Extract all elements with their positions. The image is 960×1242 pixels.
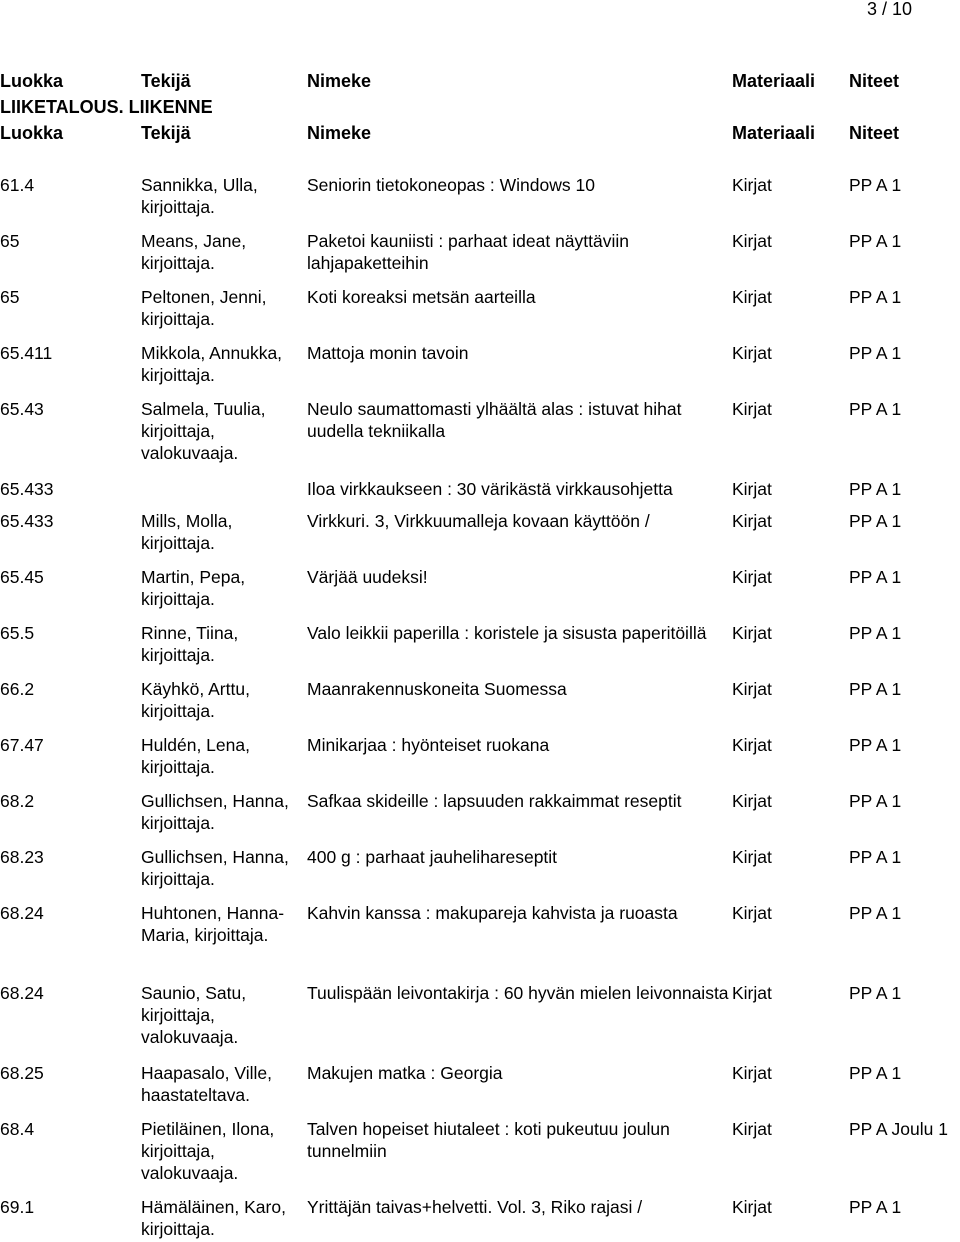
- item-location: PP A 1: [849, 343, 902, 363]
- item-material: Kirjat: [732, 479, 772, 499]
- item-title: Seniorin tietokoneopas : Windows 10: [307, 175, 595, 195]
- item-title: Safkaa skideille : lapsuuden rakkaimmat reseptit: [307, 791, 682, 811]
- item-material: Kirjat: [732, 847, 772, 867]
- item-material: Kirjat: [732, 1119, 772, 1139]
- item-class: 68.4: [0, 1119, 35, 1139]
- item-location: PP A Joulu 1: [849, 1119, 948, 1139]
- item-material: Kirjat: [732, 175, 772, 195]
- item-material: Kirjat: [732, 983, 772, 1003]
- item-material: Kirjat: [732, 287, 772, 307]
- item-author: Peltonen, Jenni, kirjoittaja.: [141, 287, 267, 329]
- item-class: 65.45: [0, 567, 44, 587]
- item-class: 68.2: [0, 791, 35, 811]
- item-material: Kirjat: [732, 1197, 772, 1217]
- item-author: Haapasalo, Ville, haastateltava.: [141, 1063, 273, 1105]
- item-location: PP A 1: [849, 511, 902, 531]
- header-material: Materiaali: [732, 123, 816, 143]
- item-title: Valo leikkii paperilla : koristele ja sisusta paperitöillä: [307, 623, 707, 643]
- item-author: Salmela, Tuulia, kirjoittaja, valokuvaaja.: [141, 399, 266, 463]
- header-title: Nimeke: [307, 71, 372, 91]
- item-class: 65: [0, 287, 20, 307]
- item-title: Tuulispään leivontakirja : 60 hyvän mielen leivonnaista: [307, 983, 729, 1003]
- item-material: Kirjat: [732, 511, 772, 531]
- item-title: Virkkuri. 3, Virkkuumalleja kovaan käyttöön /: [307, 511, 650, 531]
- item-location: PP A 1: [849, 735, 902, 755]
- item-material: Kirjat: [732, 231, 772, 251]
- item-author: Huhtonen, Hanna-Maria, kirjoittaja.: [141, 903, 285, 945]
- item-location: PP A 1: [849, 231, 902, 251]
- item-class: 65.433: [0, 511, 54, 531]
- header-author: Tekijä: [141, 71, 191, 91]
- item-title: Iloa virkkaukseen : 30 värikästä virkkausohjetta: [307, 479, 673, 499]
- item-location: PP A 1: [849, 175, 902, 195]
- item-author: Gullichsen, Hanna, kirjoittaja.: [141, 791, 289, 833]
- item-material: Kirjat: [732, 567, 772, 587]
- item-author: Means, Jane, kirjoittaja.: [141, 231, 247, 273]
- item-class: 65.411: [0, 343, 53, 363]
- item-author: Hämäläinen, Karo, kirjoittaja.: [141, 1197, 286, 1239]
- item-class: 67.47: [0, 735, 44, 755]
- header-location: Niteet: [849, 71, 900, 91]
- item-material: Kirjat: [732, 735, 772, 755]
- item-material: Kirjat: [732, 343, 772, 363]
- item-author: Mills, Molla, kirjoittaja.: [141, 511, 233, 553]
- item-title: Makujen matka : Georgia: [307, 1063, 503, 1083]
- column-header: [0, 122, 960, 146]
- item-title: Koti koreaksi metsän aarteilla: [307, 287, 536, 307]
- column-header-top: [0, 70, 960, 94]
- item-material: Kirjat: [732, 903, 772, 923]
- item-class: 68.24: [0, 903, 44, 923]
- item-title: Yrittäjän taivas+helvetti. Vol. 3, Riko rajasi /: [307, 1197, 643, 1217]
- item-author: Käyhkö, Arttu, kirjoittaja.: [141, 679, 250, 721]
- item-location: PP A 1: [849, 399, 902, 419]
- item-class: 61.4: [0, 175, 35, 195]
- item-class: 65.5: [0, 623, 35, 643]
- section-title: LIIKETALOUS. LIIKENNE: [0, 97, 213, 117]
- item-class: 65.433: [0, 479, 54, 499]
- item-location: PP A 1: [849, 903, 902, 923]
- item-material: Kirjat: [732, 399, 772, 419]
- item-title: 400 g : parhaat jauhelihareseptit: [307, 847, 558, 867]
- item-class: 68.24: [0, 983, 44, 1003]
- header-location: Niteet: [849, 123, 900, 143]
- item-location: PP A 1: [849, 1063, 902, 1083]
- item-author: Huldén, Lena, kirjoittaja.: [141, 735, 250, 777]
- page-indicator: 3 / 10: [866, 0, 912, 19]
- item-class: 66.2: [0, 679, 35, 699]
- header-title: Nimeke: [307, 123, 372, 143]
- header-class: Luokka: [0, 71, 64, 91]
- item-material: Kirjat: [732, 623, 772, 643]
- item-author: Martin, Pepa, kirjoittaja.: [141, 567, 246, 609]
- item-title: Mattoja monin tavoin: [307, 343, 469, 363]
- item-class: 65.43: [0, 399, 44, 419]
- item-class: 68.25: [0, 1063, 44, 1083]
- item-author: Mikkola, Annukka, kirjoittaja.: [141, 343, 283, 385]
- item-author: Gullichsen, Hanna, kirjoittaja.: [141, 847, 289, 889]
- header-material: Materiaali: [732, 71, 816, 91]
- header-class: Luokka: [0, 123, 64, 143]
- item-class: 69.1: [0, 1197, 35, 1217]
- item-class: 68.23: [0, 847, 44, 867]
- item-title: Neulo saumattomasti ylhäältä alas : istuvat hihat uudella tekniikalla: [307, 399, 682, 441]
- item-title: Minikarjaa : hyönteiset ruokana: [307, 735, 550, 755]
- item-location: PP A 1: [849, 623, 902, 643]
- item-title: Kahvin kanssa : makupareja kahvista ja ruoasta: [307, 903, 678, 923]
- item-author: Saunio, Satu, kirjoittaja, valokuvaaja.: [141, 983, 247, 1047]
- item-location: PP A 1: [849, 983, 902, 1003]
- item-location: PP A 1: [849, 287, 902, 307]
- item-author: Pietiläinen, Ilona, kirjoittaja, valokuvaaja.: [141, 1119, 275, 1183]
- item-title: Maanrakennuskoneita Suomessa: [307, 679, 567, 699]
- item-title: Talven hopeiset hiutaleet : koti pukeutuu joulun tunnelmiin: [307, 1119, 670, 1161]
- item-material: Kirjat: [732, 791, 772, 811]
- item-author: Sannikka, Ulla, kirjoittaja.: [141, 175, 258, 217]
- header-author: Tekijä: [141, 123, 191, 143]
- item-location: PP A 1: [849, 479, 902, 499]
- item-location: PP A 1: [849, 1197, 902, 1217]
- item-material: Kirjat: [732, 679, 772, 699]
- item-location: PP A 1: [849, 567, 902, 587]
- item-material: Kirjat: [732, 1063, 772, 1083]
- item-title: Värjää uudeksi!: [307, 567, 428, 587]
- item-location: PP A 1: [849, 791, 902, 811]
- item-author: Rinne, Tiina, kirjoittaja.: [141, 623, 239, 665]
- item-class: 65: [0, 231, 20, 251]
- item-location: PP A 1: [849, 847, 902, 867]
- item-location: PP A 1: [849, 679, 902, 699]
- item-title: Paketoi kauniisti : parhaat ideat näyttäviin lahjapaketteihin: [307, 231, 629, 273]
